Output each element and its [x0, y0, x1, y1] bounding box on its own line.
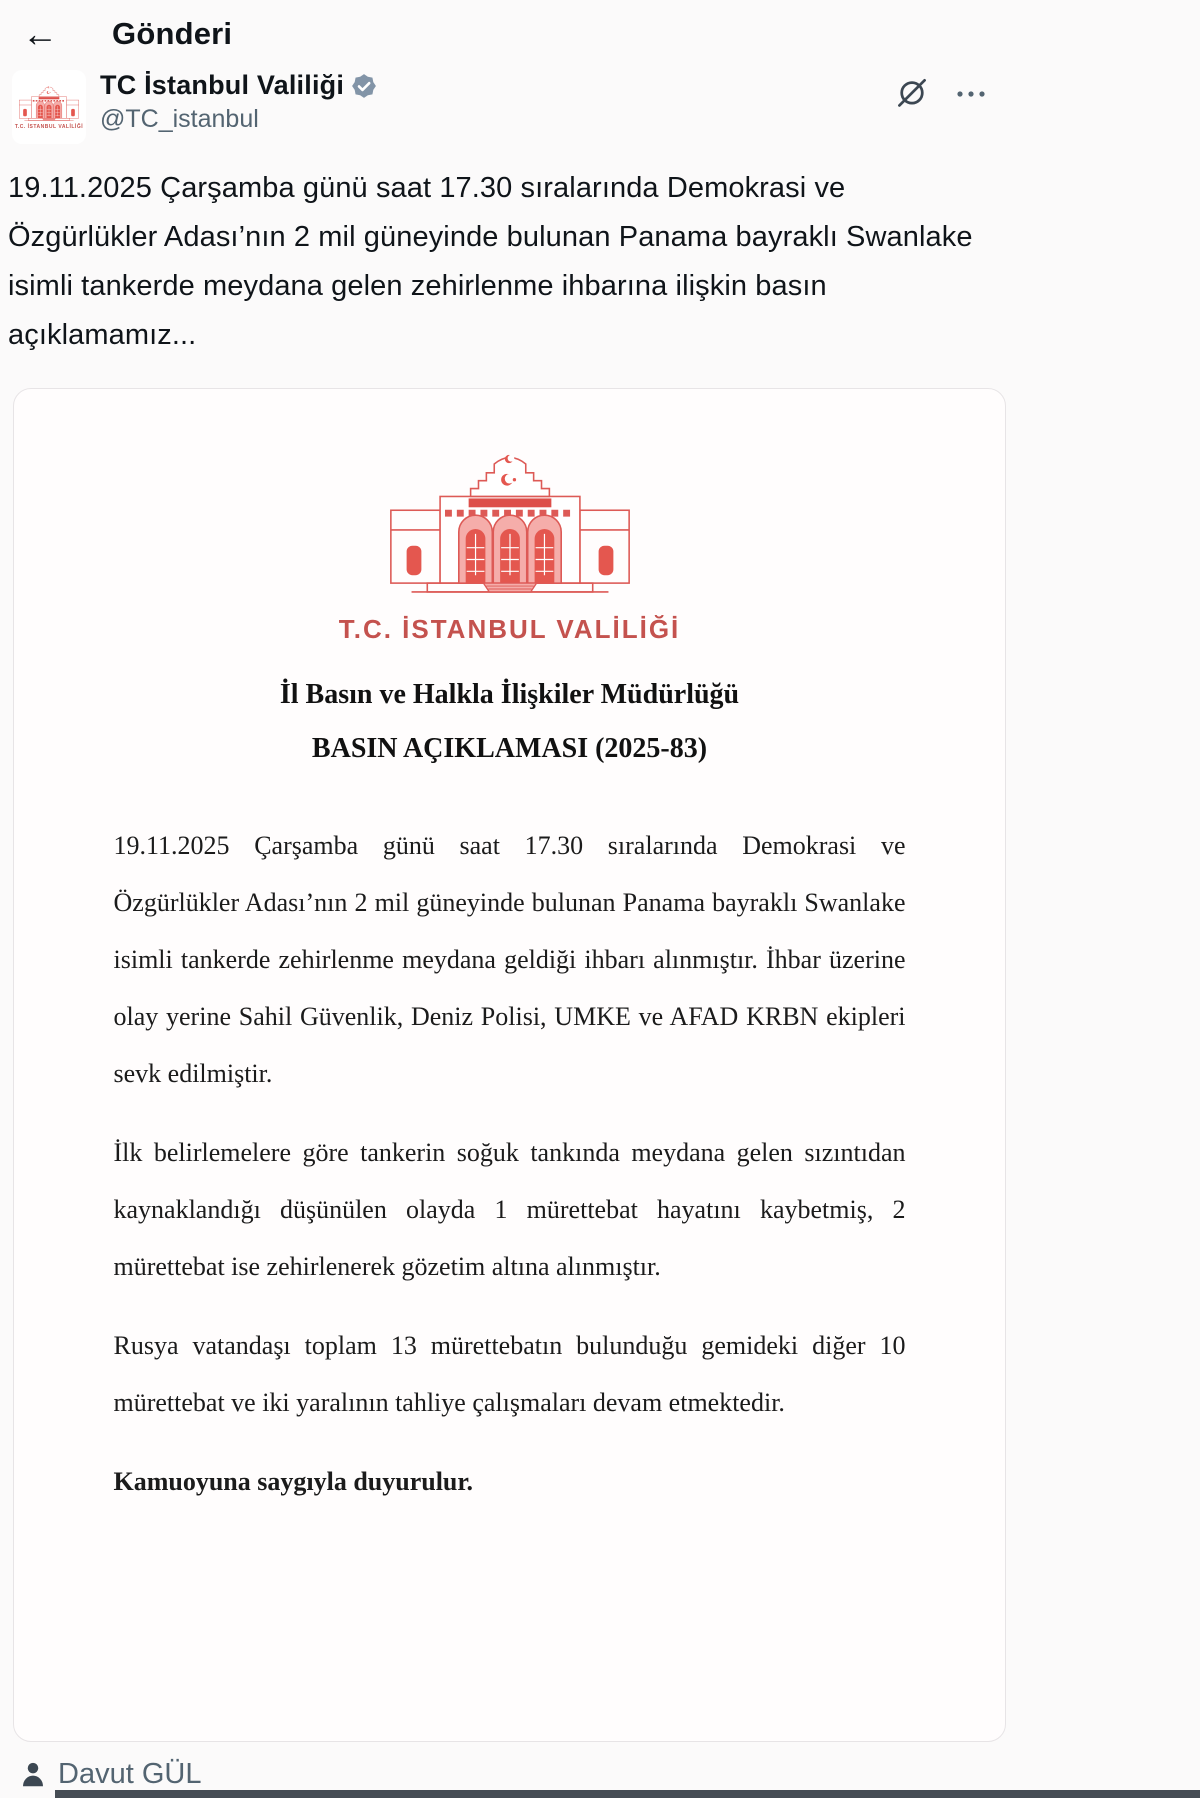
- post-text: 19.11.2025 Çarşamba günü saat 17.30 sıralarında Demokrasi ve Özgürlükler Adası’nın 2 mil güneyinde bulunan Panama bayraklı Swanlake isimli tankerde meydana gelen zehirlenme ihbarına ilişkin basın açıklamamız...: [8, 172, 973, 351]
- tagged-person-name: Davut GÜL: [58, 1758, 202, 1790]
- author-row: [0, 58, 1012, 144]
- more-button[interactable]: [954, 78, 988, 113]
- attached-image[interactable]: [13, 388, 1006, 1742]
- document-paragraph: 19.11.2025 Çarşamba günü saat 17.30 sıralarında Demokrasi ve Özgürlükler Adası’nın 2 mil güneyinde bulunan Panama bayraklı Swanlake isimli tankerde zehirlenme meydana geldiği ihbarı alınmıştır. İhbar üzerine olay yerine Sahil Güvenlik, Deniz Polisi, UMKE ve AFAD KRBN ekipleri sevk edilmiştir.: [113, 831, 906, 1088]
- top-bar: [0, 0, 1012, 58]
- avatar-caption: T.C. İSTANBUL VALİLİĞİ: [14, 124, 84, 130]
- grok-actions-button[interactable]: [896, 78, 928, 113]
- tagged-person-row[interactable]: [18, 1758, 1012, 1791]
- document-closing: Kamuoyuna saygıyla duyurulur.: [113, 1467, 474, 1496]
- grok-slash-circle-icon: [896, 98, 928, 113]
- verified-badge-icon: [351, 73, 377, 99]
- document-subheading: BASIN AÇIKLAMASI (2025-83): [311, 733, 708, 764]
- author-handle[interactable]: @TC_istanbul: [100, 105, 259, 133]
- author-name[interactable]: TC İstanbul Valiliği: [100, 70, 345, 100]
- back-button[interactable]: [22, 13, 70, 54]
- avatar[interactable]: [12, 70, 86, 144]
- bottom-bar: [55, 1790, 1200, 1798]
- back-arrow-icon: ←: [22, 13, 58, 54]
- more-dots-icon: [954, 98, 988, 113]
- page-title: Gönderi: [112, 16, 233, 51]
- document-heading: İl Basın ve Halkla İlişkiler Müdürlüğü: [279, 679, 740, 710]
- valilik-building-logo-icon: [17, 84, 81, 124]
- document-paragraph: İlk belirlemelere göre tankerin soğuk tankında meydana gelen sızıntıdan kaynaklandığı düşünülen olayda 1 mürettebat hayatını kaybetmiş, 2 mürettebat ise zehirlenerek gözetim altına alınmıştır.: [113, 1138, 906, 1281]
- valilik-building-logo-icon: [14, 447, 1005, 610]
- logo-caption: T.C. İSTANBUL VALİLİĞİ: [338, 614, 681, 644]
- document-paragraph: Rusya vatandaşı toplam 13 mürettebatın bulunduğu gemideki diğer 10 mürettebat ve iki yaralının tahliye çalışmaları devam etmektedir.: [113, 1331, 906, 1417]
- press-release-document: [14, 389, 1005, 1510]
- person-silhouette-icon: [18, 1760, 48, 1790]
